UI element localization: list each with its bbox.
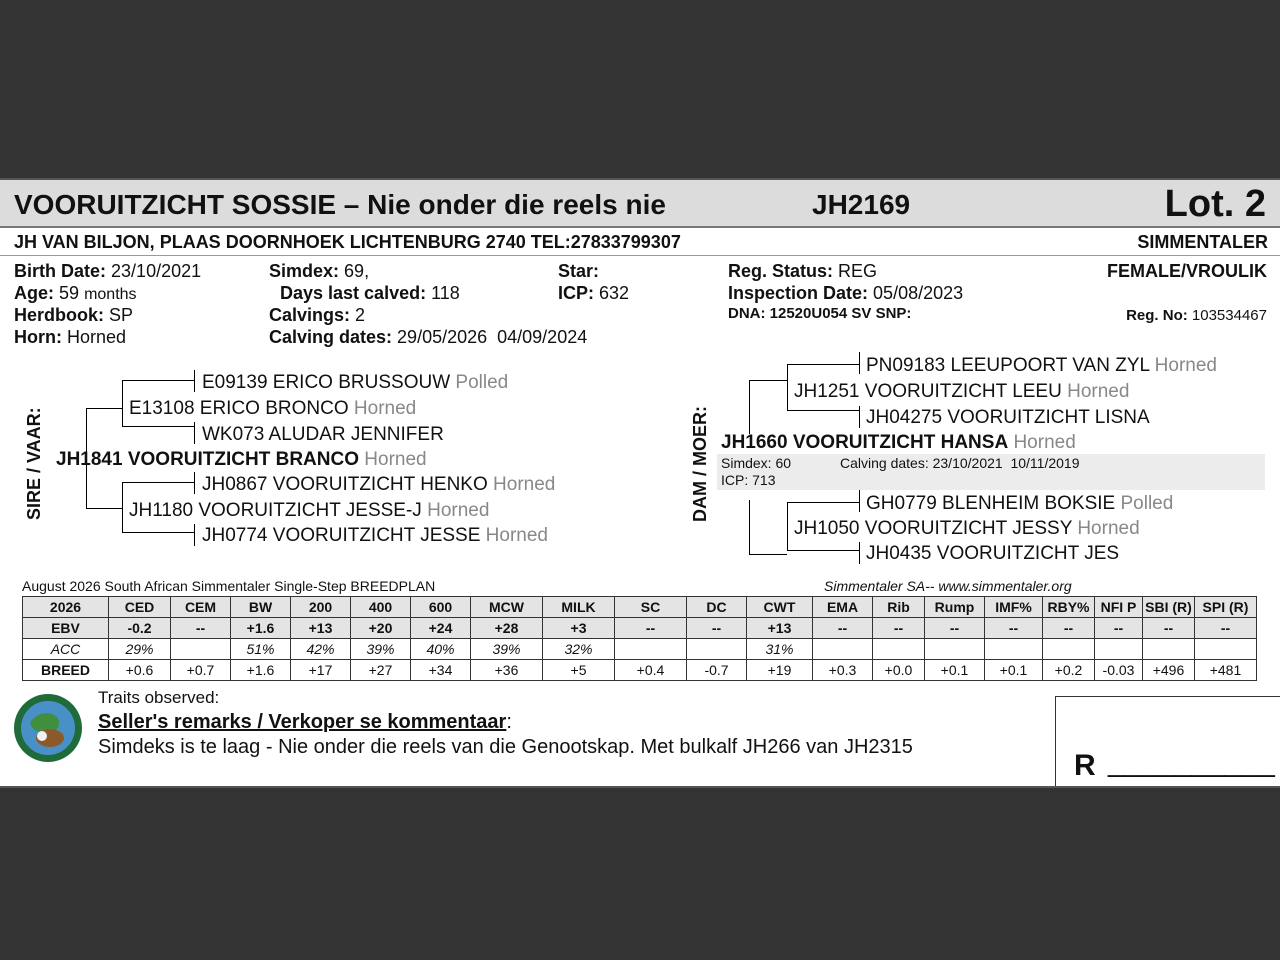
birth-date: Birth Date: 23/10/2021 [14,261,202,281]
days-last-calved: Days last calved: 118 [280,283,460,303]
dam-calving-dates: Calving dates: 23/10/2021 10/11/2019 [840,455,1080,471]
ebv-cell: 31% [747,639,813,660]
herdbook: Herdbook: SP [14,305,134,325]
remarks-title: Seller's remarks / Verkoper se kommentaar: [98,711,512,733]
ebv-cell: -- [615,618,687,639]
ebv-cell: +0.2 [1043,660,1095,681]
ebv-cell: +481 [1195,660,1257,681]
dam-name: JH1660 VOORUITZICHT HANSA Horned [721,432,1076,453]
ebv-cell: +28 [471,618,543,639]
dam-gg-dam-2: JH0435 VOORUITZICHT JES [866,543,1120,564]
ebv-cell: 51% [231,639,291,660]
ebv-cell: 2026 [23,597,109,618]
breed-name: SIMMENTALER [1137,232,1268,252]
dam-simdex: Simdex: 60 [721,455,792,471]
ebv-cell: Rib [873,597,925,618]
owner-bar [0,228,1280,256]
reg-number: Reg. No: 103534467 [1126,307,1267,324]
ebv-cell: +0.0 [873,660,925,681]
ebv-cell: CED [109,597,171,618]
ebv-cell: -- [985,618,1043,639]
ebv-cell: 200 [291,597,351,618]
lot-number: Lot. 2 [1164,183,1266,225]
acc-row [23,639,1257,660]
ebv-cell: +0.3 [813,660,873,681]
ebv-cell: -- [1043,618,1095,639]
dam-granddam: JH1050 VOORUITZICHT JESSY Horned [794,518,1140,539]
ebv-cell: +0.1 [985,660,1043,681]
calving-dates: Calving dates: 29/05/2026 04/09/2024 [269,327,588,347]
ebv-cell [985,639,1043,660]
ebv-cell: CWT [747,597,813,618]
ebv-cell [1195,639,1257,660]
dam-side-label: DAM / MOER: [690,406,710,522]
animal-title: VOORUITZICHT SOSSIE – Nie onder die reels nie [14,189,666,220]
ebv-cell [1043,639,1095,660]
dam-icp: ICP: 713 [721,472,776,488]
ebv-cell: EMA [813,597,873,618]
ebv-cell: +17 [291,660,351,681]
remarks-text: Simdeks is te laag - Nie onder die reels van die Genootskap. Met bulkalf JH266 van JH2315 [98,736,913,758]
society-website: Simmentaler SA-- www.simmentaler.org [824,578,1072,594]
ebv-cell: +0.7 [171,660,231,681]
sire-grandsire: E13108 ERICO BRONCO Horned [129,398,417,419]
breedplan-caption: August 2026 South African Simmentaler Single-Step BREEDPLAN [22,578,436,594]
ebv-cell [1095,639,1143,660]
ebv-cell: -- [1195,618,1257,639]
ebv-cell: -- [1095,618,1143,639]
ebv-cell: +13 [291,618,351,639]
ebv-cell: -0.03 [1095,660,1143,681]
ebv-cell: SBI (R) [1143,597,1195,618]
simdex: Simdex: 69, [269,261,370,281]
price-box[interactable] [1055,696,1280,788]
ebv-cell: RBY% [1043,597,1095,618]
ebv-cell [925,639,985,660]
registration-code: JH2169 [812,189,911,220]
title-bar [0,180,1280,228]
ebv-cell: DC [687,597,747,618]
ebv-cell: +20 [351,618,411,639]
ebv-cell: -0.2 [109,618,171,639]
ebv-cell: 39% [471,639,543,660]
ebv-cell: MILK [543,597,615,618]
ebv-cell: -- [171,618,231,639]
ebv-cell: +1.6 [231,618,291,639]
ebv-cell [171,639,231,660]
ebv-cell: EBV [23,618,109,639]
ebv-cell: +0.4 [615,660,687,681]
icp: ICP: 632 [558,283,630,303]
ebv-cell: +496 [1143,660,1195,681]
sire-granddam: JH1180 VOORUITZICHT JESSE-J Horned [129,500,490,521]
dam-gg-sire-1: PN09183 LEEUPOORT VAN ZYL Horned [866,355,1217,376]
ebv-cell: +19 [747,660,813,681]
ebv-cell: +0.1 [925,660,985,681]
owner-line: JH VAN BILJON, PLAAS DOORNHOEK LICHTENBURG 2740 TEL:27833799307 [14,232,681,252]
ebv-cell: -- [1143,618,1195,639]
ebv-cell: Rump [925,597,985,618]
sire-gg-sire-2: JH0867 VOORUITZICHT HENKO Horned [202,474,556,495]
dam-grandsire: JH1251 VOORUITZICHT LEEU Horned [794,381,1130,402]
ebv-cell: BREED [23,660,109,681]
ebv-cell: CEM [171,597,231,618]
ebv-cell: +36 [471,660,543,681]
sire-gg-dam-2: JH0774 VOORUITZICHT JESSE Horned [202,525,548,546]
ebv-cell: -- [873,618,925,639]
ebv-header-row [23,597,1257,618]
ebv-cell: BW [231,597,291,618]
ebv-cell: SPI (R) [1195,597,1257,618]
horn-status: Horn: Horned [14,327,127,347]
ebv-cell: 32% [543,639,615,660]
breed-avg-row [23,660,1257,681]
ebv-cell: +24 [411,618,471,639]
ebv-cell: ACC [23,639,109,660]
dna-info: DNA: 12520U054 SV SNP: [728,305,912,322]
ebv-cell: -0.7 [687,660,747,681]
ebv-cell [1143,639,1195,660]
sire-gg-sire-1: E09139 ERICO BRUSSOUW Polled [202,372,509,393]
traits-observed: Traits observed: [98,688,220,707]
ebv-cell: 29% [109,639,171,660]
ebv-cell [813,639,873,660]
ebv-row [23,618,1257,639]
globe-logo-icon [12,692,84,764]
ebv-cell: -- [813,618,873,639]
ebv-cell: 40% [411,639,471,660]
age: Age: 59 months [14,283,137,303]
ebv-cell: 400 [351,597,411,618]
sex: FEMALE/VROULIK [1107,261,1267,281]
lot-card [0,178,1280,788]
price-blank-line[interactable]: __________ [1108,745,1275,778]
ebv-cell: +3 [543,618,615,639]
ebv-cell [615,639,687,660]
ebv-table [22,596,1257,681]
ebv-cell: -- [687,618,747,639]
dam-gg-dam-1: JH04275 VOORUITZICHT LISNA [866,407,1150,428]
star-label: Star: [558,261,600,281]
ebv-cell: 39% [351,639,411,660]
ebv-cell: IMF% [985,597,1043,618]
ebv-cell: 42% [291,639,351,660]
simmentaler-logo [12,692,84,764]
dam-gg-sire-2: GH0779 BLENHEIM BOKSIE Polled [866,493,1174,514]
ebv-cell: +34 [411,660,471,681]
ebv-cell: +0.6 [109,660,171,681]
ebv-cell: NFI P [1095,597,1143,618]
ebv-cell [687,639,747,660]
ebv-cell: +5 [543,660,615,681]
inspection-date: Inspection Date: 05/08/2023 [728,283,964,303]
ebv-cell: 600 [411,597,471,618]
ebv-cell: -- [925,618,985,639]
price-currency: R [1074,749,1096,782]
ebv-cell: +1.6 [231,660,291,681]
sire-gg-dam-1: WK073 ALUDAR JENNIFER [202,424,444,445]
ebv-cell: +27 [351,660,411,681]
sire-name: JH1841 VOORUITZICHT BRANCO Horned [56,449,427,470]
calvings: Calvings: 2 [269,305,366,325]
reg-status: Reg. Status: REG [728,261,878,281]
ebv-cell: SC [615,597,687,618]
ebv-cell: MCW [471,597,543,618]
ebv-cell [873,639,925,660]
ebv-cell: +13 [747,618,813,639]
sire-side-label: SIRE / VAAR: [24,407,44,520]
